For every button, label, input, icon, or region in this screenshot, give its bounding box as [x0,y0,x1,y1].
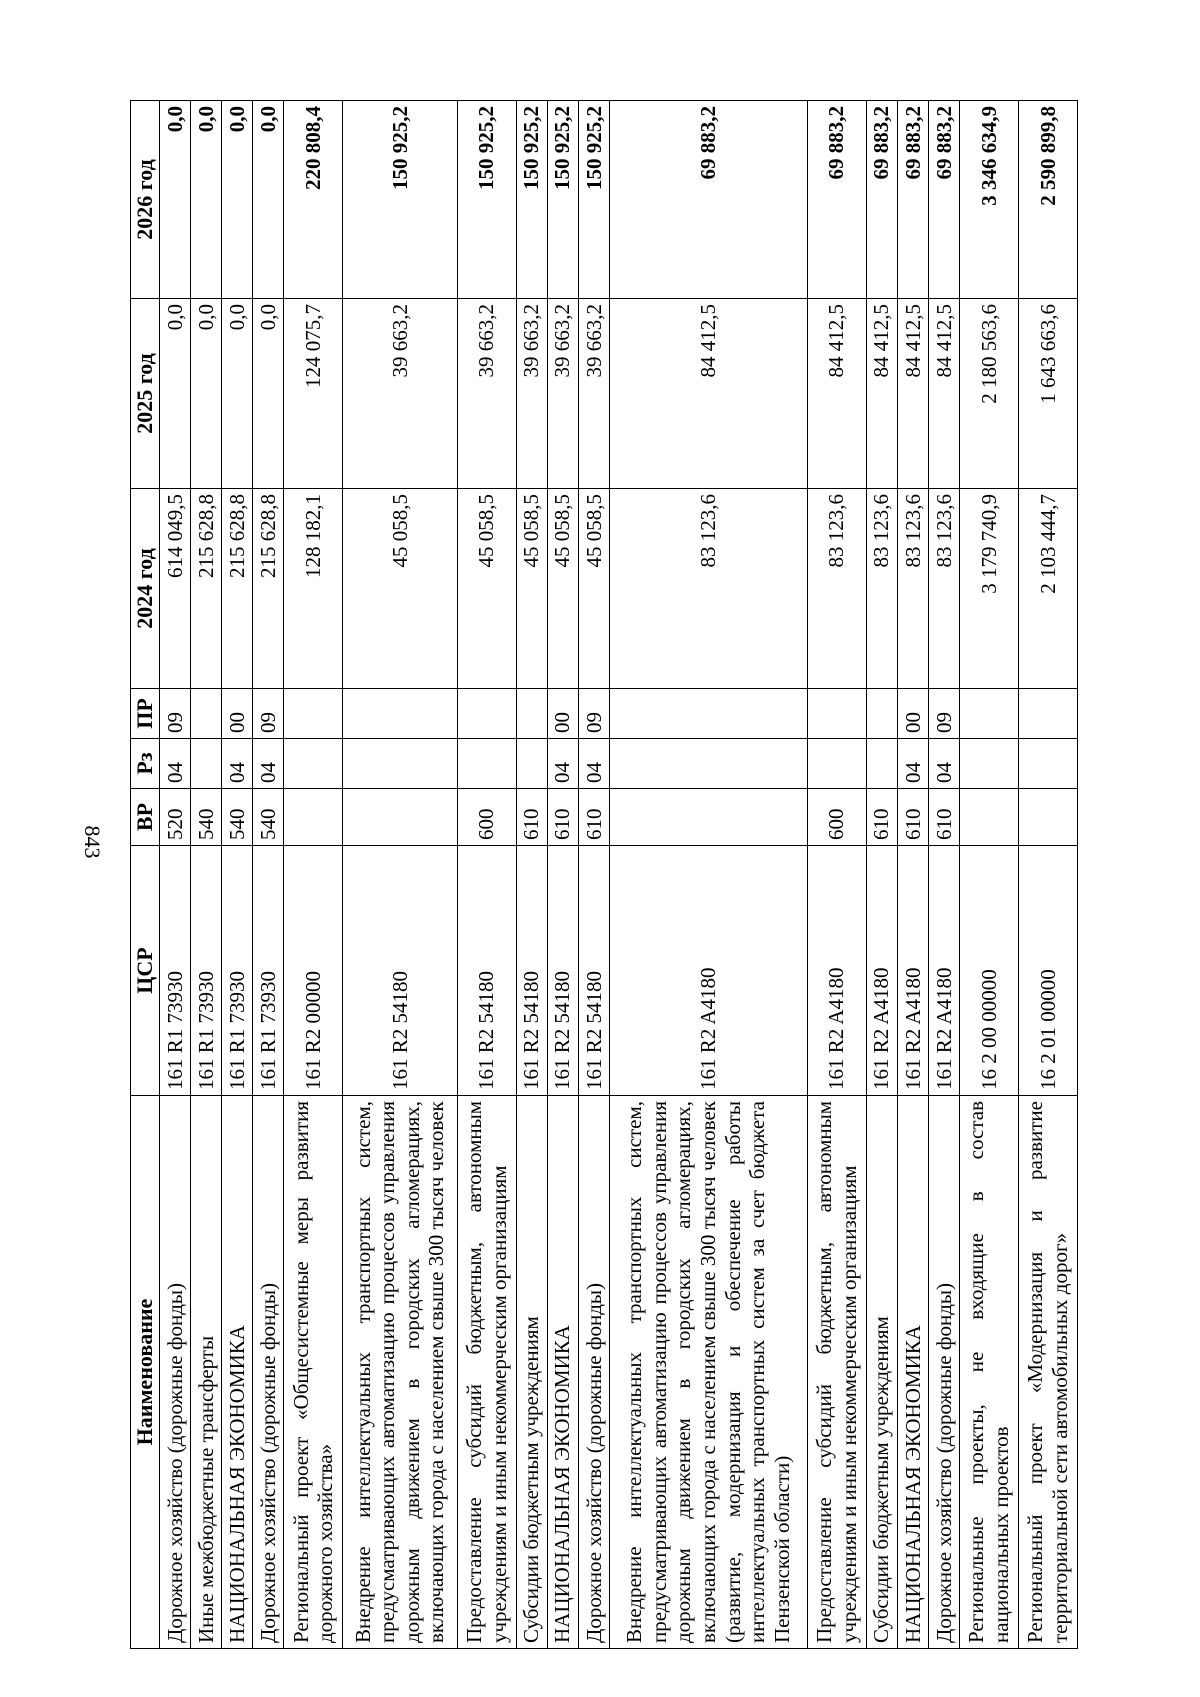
cell-name: Дорожное хозяйство (дорожные фонды) [159,1096,190,1649]
cell-name: Региональный проект «Общесистемные меры развития дорожного хозяйства» [284,1096,343,1649]
cell-vr [284,789,343,846]
cell-vr: 540 [190,789,221,846]
cell-csr: 16 2 00 00000 [960,846,1019,1096]
cell-csr: 161 R2 54180 [547,846,578,1096]
cell-rz: 04 [222,739,253,789]
cell-name: НАЦИОНАЛЬНАЯ ЭКОНОМИКА [897,1096,928,1649]
cell-name: Региональные проекты, не входящие в состав национальных проектов [960,1096,1019,1649]
cell-vr: 610 [928,789,959,846]
table-row [807,101,866,1649]
table-row [222,101,253,1649]
table-row [343,101,457,1649]
cell-2025: 0,0 [159,299,190,489]
cell-rz [866,739,897,789]
table-row [578,101,609,1649]
cell-2026: 0,0 [253,101,284,299]
cell-2026: 2 590 899,8 [1018,101,1077,299]
cell-csr: 161 R2 54180 [457,846,516,1096]
cell-pr [960,689,1019,739]
cell-name: Предоставление субсидий бюджетным, автономным учреждениям и иным некоммерческим организациям [457,1096,516,1649]
header-pr: ПР [131,689,160,739]
cell-rz [516,739,547,789]
cell-rz [609,739,807,789]
cell-2026: 0,0 [222,101,253,299]
cell-rz: 04 [547,739,578,789]
cell-pr [343,689,457,739]
header-2026: 2026 год [131,101,160,299]
cell-vr: 610 [866,789,897,846]
cell-2026: 69 883,2 [897,101,928,299]
cell-2026: 150 925,2 [547,101,578,299]
table-row [253,101,284,1649]
table-row [284,101,343,1649]
cell-2024: 83 123,6 [928,489,959,689]
cell-csr: 161 R2 A4180 [609,846,807,1096]
cell-rz [1018,739,1077,789]
cell-csr: 161 R2 54180 [578,846,609,1096]
cell-csr: 161 R2 A4180 [928,846,959,1096]
cell-2025: 39 663,2 [457,299,516,489]
table-row [960,101,1019,1649]
cell-vr: 610 [897,789,928,846]
cell-2024: 83 123,6 [866,489,897,689]
cell-vr [1018,789,1077,846]
cell-rz [343,739,457,789]
cell-pr: 00 [547,689,578,739]
cell-2024: 45 058,5 [457,489,516,689]
cell-pr: 00 [222,689,253,739]
cell-name: НАЦИОНАЛЬНАЯ ЭКОНОМИКА [547,1096,578,1649]
cell-2024: 45 058,5 [343,489,457,689]
header-2025: 2025 год [131,299,160,489]
cell-csr: 161 R2 54180 [343,846,457,1096]
cell-pr [190,689,221,739]
cell-pr [284,689,343,739]
cell-vr: 610 [516,789,547,846]
table-row [547,101,578,1649]
table-row [1018,101,1077,1649]
cell-name: Предоставление субсидий бюджетным, автономным учреждениям и иным некоммерческим организациям [807,1096,866,1649]
cell-pr [609,689,807,739]
cell-vr [960,789,1019,846]
cell-2026: 69 883,2 [807,101,866,299]
cell-csr: 161 R2 54180 [516,846,547,1096]
cell-name: Внедрение интеллектуальных транспортных систем, предусматривающих автоматизацию процессов управления дорожным движением в городских агломерациях, включающих города с населением свыше 300 тысяч человек (развитие, модернизация и обеспечение работы интеллектуальных транспортных систем за счет бюджета Пензенской области) [609,1096,807,1649]
cell-rz: 04 [897,739,928,789]
cell-pr [516,689,547,739]
cell-name: Дорожное хозяйство (дорожные фонды) [578,1096,609,1649]
header-2024: 2024 год [131,489,160,689]
cell-csr: 161 R2 A4180 [866,846,897,1096]
cell-pr: 09 [159,689,190,739]
cell-pr: 09 [928,689,959,739]
cell-csr: 161 R2 A4180 [807,846,866,1096]
cell-2026: 69 883,2 [866,101,897,299]
rotated-table-container [130,101,1078,1649]
cell-2025: 39 663,2 [516,299,547,489]
cell-csr: 161 R1 73930 [190,846,221,1096]
cell-2025: 0,0 [190,299,221,489]
cell-csr: 161 R2 A4180 [897,846,928,1096]
cell-2024: 3 179 740,9 [960,489,1019,689]
cell-2025: 0,0 [222,299,253,489]
cell-pr [807,689,866,739]
cell-csr: 16 2 01 00000 [1018,846,1077,1096]
cell-2025: 84 412,5 [866,299,897,489]
cell-2025: 2 180 563,6 [960,299,1019,489]
cell-name: Субсидии бюджетным учреждениям [866,1096,897,1649]
cell-2025: 84 412,5 [897,299,928,489]
cell-2025: 0,0 [253,299,284,489]
cell-rz: 04 [253,739,284,789]
cell-rz [807,739,866,789]
cell-2026: 220 808,4 [284,101,343,299]
cell-rz [960,739,1019,789]
cell-vr: 540 [253,789,284,846]
cell-2024: 128 182,1 [284,489,343,689]
cell-2025: 84 412,5 [609,299,807,489]
cell-vr: 610 [578,789,609,846]
cell-csr: 161 R1 73930 [253,846,284,1096]
cell-2026: 150 925,2 [343,101,457,299]
cell-vr [343,789,457,846]
cell-2024: 215 628,8 [190,489,221,689]
cell-2026: 3 346 634,9 [960,101,1019,299]
cell-2024: 45 058,5 [516,489,547,689]
cell-vr [609,789,807,846]
cell-2024: 83 123,6 [897,489,928,689]
cell-vr: 540 [222,789,253,846]
cell-2024: 45 058,5 [547,489,578,689]
header-vr: ВР [131,789,160,846]
cell-pr [457,689,516,739]
table-row [866,101,897,1649]
table-header-row [131,101,160,1649]
header-name: Наименование [131,1096,160,1649]
cell-2026: 69 883,2 [928,101,959,299]
cell-2026: 69 883,2 [609,101,807,299]
cell-pr: 09 [578,689,609,739]
cell-name: Дорожное хозяйство (дорожные фонды) [928,1096,959,1649]
cell-name: Иные межбюджетные трансферты [190,1096,221,1649]
table-row [190,101,221,1649]
cell-name: Региональный проект «Модернизация и развитие территориальной сети автомобильных дорог» [1018,1096,1077,1649]
page-number: 843 [80,825,105,859]
cell-2025: 39 663,2 [578,299,609,489]
cell-rz [190,739,221,789]
table-row [897,101,928,1649]
table-row [609,101,807,1649]
cell-name: Субсидии бюджетным учреждениям [516,1096,547,1649]
header-rz: Рз [131,739,160,789]
cell-rz [284,739,343,789]
cell-2026: 150 925,2 [578,101,609,299]
cell-2024: 83 123,6 [609,489,807,689]
cell-2024: 614 049,5 [159,489,190,689]
cell-2025: 39 663,2 [547,299,578,489]
cell-name: Дорожное хозяйство (дорожные фонды) [253,1096,284,1649]
cell-csr: 161 R1 73930 [222,846,253,1096]
cell-pr [1018,689,1077,739]
cell-2024: 2 103 444,7 [1018,489,1077,689]
cell-2025: 124 075,7 [284,299,343,489]
cell-pr [866,689,897,739]
cell-2026: 0,0 [159,101,190,299]
cell-2026: 150 925,2 [516,101,547,299]
cell-2024: 83 123,6 [807,489,866,689]
cell-rz: 04 [159,739,190,789]
cell-rz: 04 [578,739,609,789]
cell-pr: 09 [253,689,284,739]
cell-2025: 39 663,2 [343,299,457,489]
cell-name: НАЦИОНАЛЬНАЯ ЭКОНОМИКА [222,1096,253,1649]
cell-csr: 161 R2 00000 [284,846,343,1096]
table-body [159,101,1077,1649]
cell-2025: 84 412,5 [807,299,866,489]
cell-2024: 45 058,5 [578,489,609,689]
header-csr: ЦСР [131,846,160,1096]
table-row [928,101,959,1649]
cell-2026: 150 925,2 [457,101,516,299]
cell-vr: 610 [547,789,578,846]
cell-vr: 520 [159,789,190,846]
cell-2025: 1 643 663,6 [1018,299,1077,489]
cell-csr: 161 R1 73930 [159,846,190,1096]
cell-2024: 215 628,8 [253,489,284,689]
cell-vr: 600 [457,789,516,846]
cell-rz [457,739,516,789]
budget-table [130,100,1078,1649]
cell-2025: 84 412,5 [928,299,959,489]
cell-pr: 00 [897,689,928,739]
cell-2024: 215 628,8 [222,489,253,689]
table-row [457,101,516,1649]
cell-name: Внедрение интеллектуальных транспортных систем, предусматривающих автоматизацию процессов управления дорожным движением в городских агломерациях, включающих города с населением свыше 300 тысяч человек [343,1096,457,1649]
cell-2026: 0,0 [190,101,221,299]
cell-vr: 600 [807,789,866,846]
table-row [159,101,190,1649]
table-row [516,101,547,1649]
cell-rz: 04 [928,739,959,789]
